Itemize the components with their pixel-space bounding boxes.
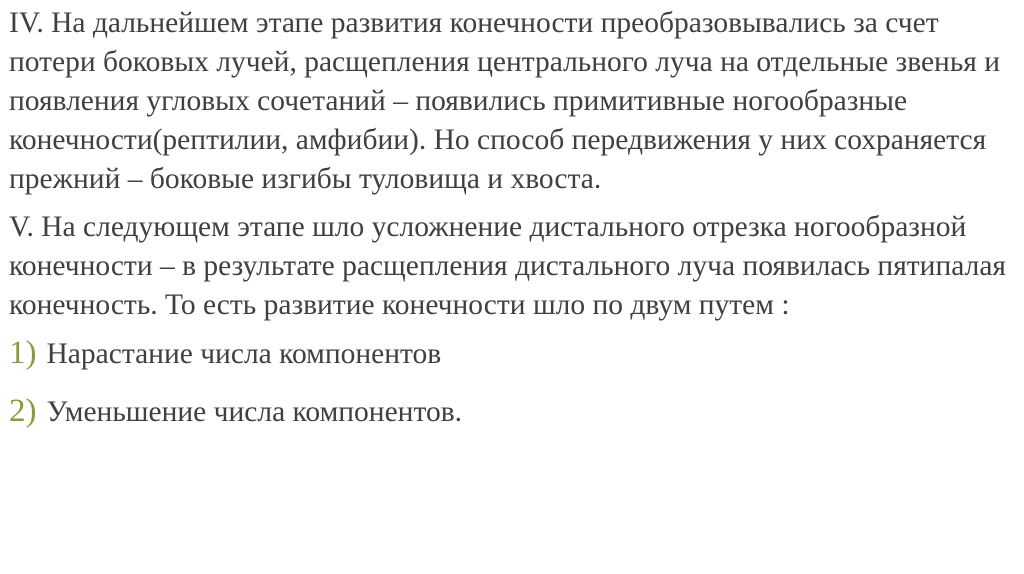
- list-text-1: Нарастание числа компонентов: [46, 338, 442, 370]
- list-text-2: Уменьшение числа компонентов.: [46, 396, 463, 428]
- paragraph-iv: IV. На дальнейшем этапе развития конечности преобразовывались за счет потери боковых лучей, расщепления центрального луча на отдельные звенья и появления угловых сочетаний – появились примитивные ногообразные конечности(рептилии, амфибии). Но способ передвижения у них сохраняется прежний – боковые изгибы туловища и хвоста.: [9, 7, 1001, 195]
- list-number-2: 2): [9, 393, 37, 429]
- list-item-1: [9, 334, 1009, 374]
- slide-content: [9, 4, 1009, 432]
- list-item-2: [9, 392, 1009, 432]
- list-number-1: 1): [9, 335, 37, 371]
- paragraph-v: V. На следующем этапе шло усложнение дистального отрезка ногообразной конечности – в результате расщепления дистального луча появилась пятипалая конечность. То есть развитие конечности шло по двум путем :: [9, 211, 1006, 321]
